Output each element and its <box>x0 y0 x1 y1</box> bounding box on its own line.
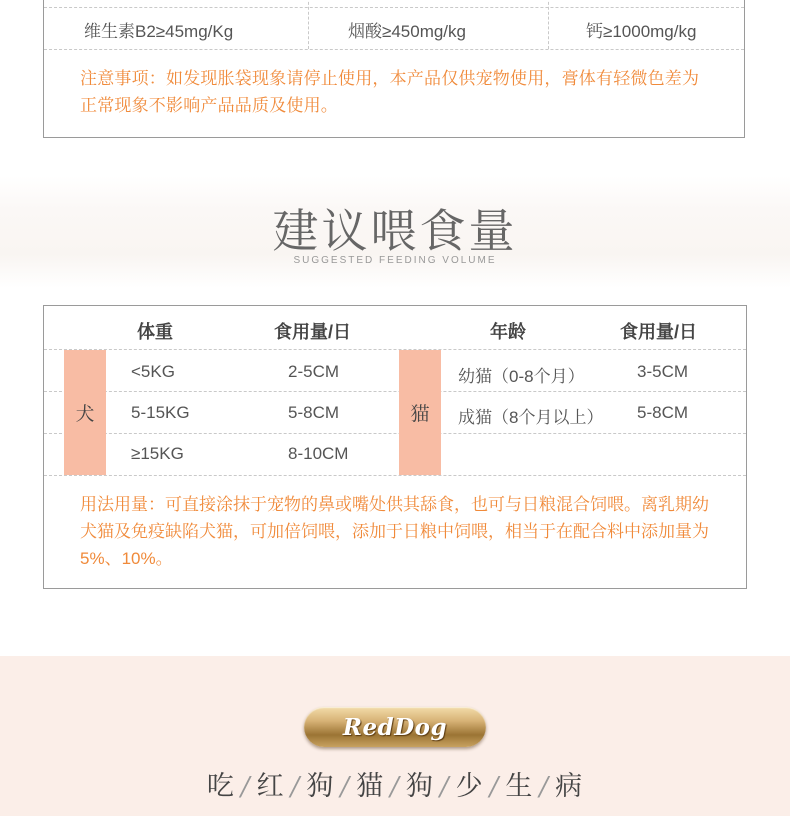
dog-tag-label: 犬 <box>75 404 95 425</box>
section-subtitle: SUGGESTED FEEDING VOLUME <box>293 255 497 266</box>
slogan-word: 红 <box>256 771 285 801</box>
divider <box>44 433 746 434</box>
caution-note: 注意事项：如发现胀袋现象请停止使用，本产品仅供宠物使用，膏体有轻微色差为正常现象不影响产品品质及使用。 <box>80 69 700 115</box>
dog-amount-cell: 2-5CM <box>288 362 340 381</box>
slogan-word: 吃 <box>206 771 235 801</box>
nutrient-vitamin-b2: 维生素B2≥45mg/Kg <box>84 22 234 41</box>
nutrient-niacin: 烟酸≥450mg/kg <box>348 22 466 41</box>
dog-weight-cell: <5KG <box>131 362 175 381</box>
nutrient-calcium: 钙≥1000mg/kg <box>586 22 697 41</box>
slogan-word: 猫 <box>356 771 385 801</box>
slogan-word: 狗 <box>405 771 434 801</box>
header-dog-weight: 体重 <box>137 322 173 342</box>
cat-amount-cell: 5-8CM <box>637 403 689 422</box>
slogan-separator: / <box>489 772 500 802</box>
divider <box>308 0 309 49</box>
header-cat-amount: 食用量/日 <box>620 322 698 342</box>
header-cat-age: 年龄 <box>490 322 526 342</box>
cat-amount-cell: 3-5CM <box>637 362 689 381</box>
slogan-separator: / <box>539 772 550 802</box>
divider <box>44 49 744 50</box>
slogan-word: 少 <box>455 771 484 801</box>
cat-tag-label: 猫 <box>410 404 430 425</box>
nutrient-table <box>43 0 745 138</box>
slogan-separator: / <box>290 772 301 802</box>
slogan-word: 生 <box>505 771 534 801</box>
dog-amount-cell: 5-8CM <box>288 403 340 422</box>
slogan-word: 狗 <box>306 771 335 801</box>
divider <box>44 475 746 476</box>
dog-weight-cell: 5-15KG <box>131 403 190 422</box>
divider <box>44 349 746 350</box>
slogan-separator: / <box>340 772 351 802</box>
divider <box>44 7 744 8</box>
slogan-word: 病 <box>555 771 584 801</box>
slogan-separator: / <box>439 772 450 802</box>
dog-weight-cell: ≥15KG <box>131 444 184 463</box>
logo-text: RedDog <box>342 713 448 741</box>
header-dog-amount: 食用量/日 <box>274 322 352 342</box>
dog-tag <box>64 350 106 475</box>
cat-age-cell: 幼猫（0-8个月） <box>458 367 585 386</box>
feeding-table <box>43 305 747 589</box>
cat-age-cell: 成猫（8个月以上） <box>458 408 604 427</box>
reddog-logo <box>304 707 486 747</box>
slogan-separator: / <box>240 772 251 802</box>
dog-amount-cell: 8-10CM <box>288 444 349 463</box>
slogan-separator: / <box>390 772 400 802</box>
divider <box>548 0 549 49</box>
divider <box>44 391 746 392</box>
cat-tag <box>399 350 441 475</box>
slogan <box>0 764 790 803</box>
section-title: 建议喂食量 <box>272 204 518 258</box>
usage-note: 用法用量：可直接涂抹于宠物的鼻或嘴处供其舔食，也可与日粮混合饲喂。离乳期幼犬猫及免疫缺陷犬猫，可加倍饲喂，添加于日粮中饲喂，相当于在配合料中添加量为5%、10%。 <box>80 495 709 568</box>
